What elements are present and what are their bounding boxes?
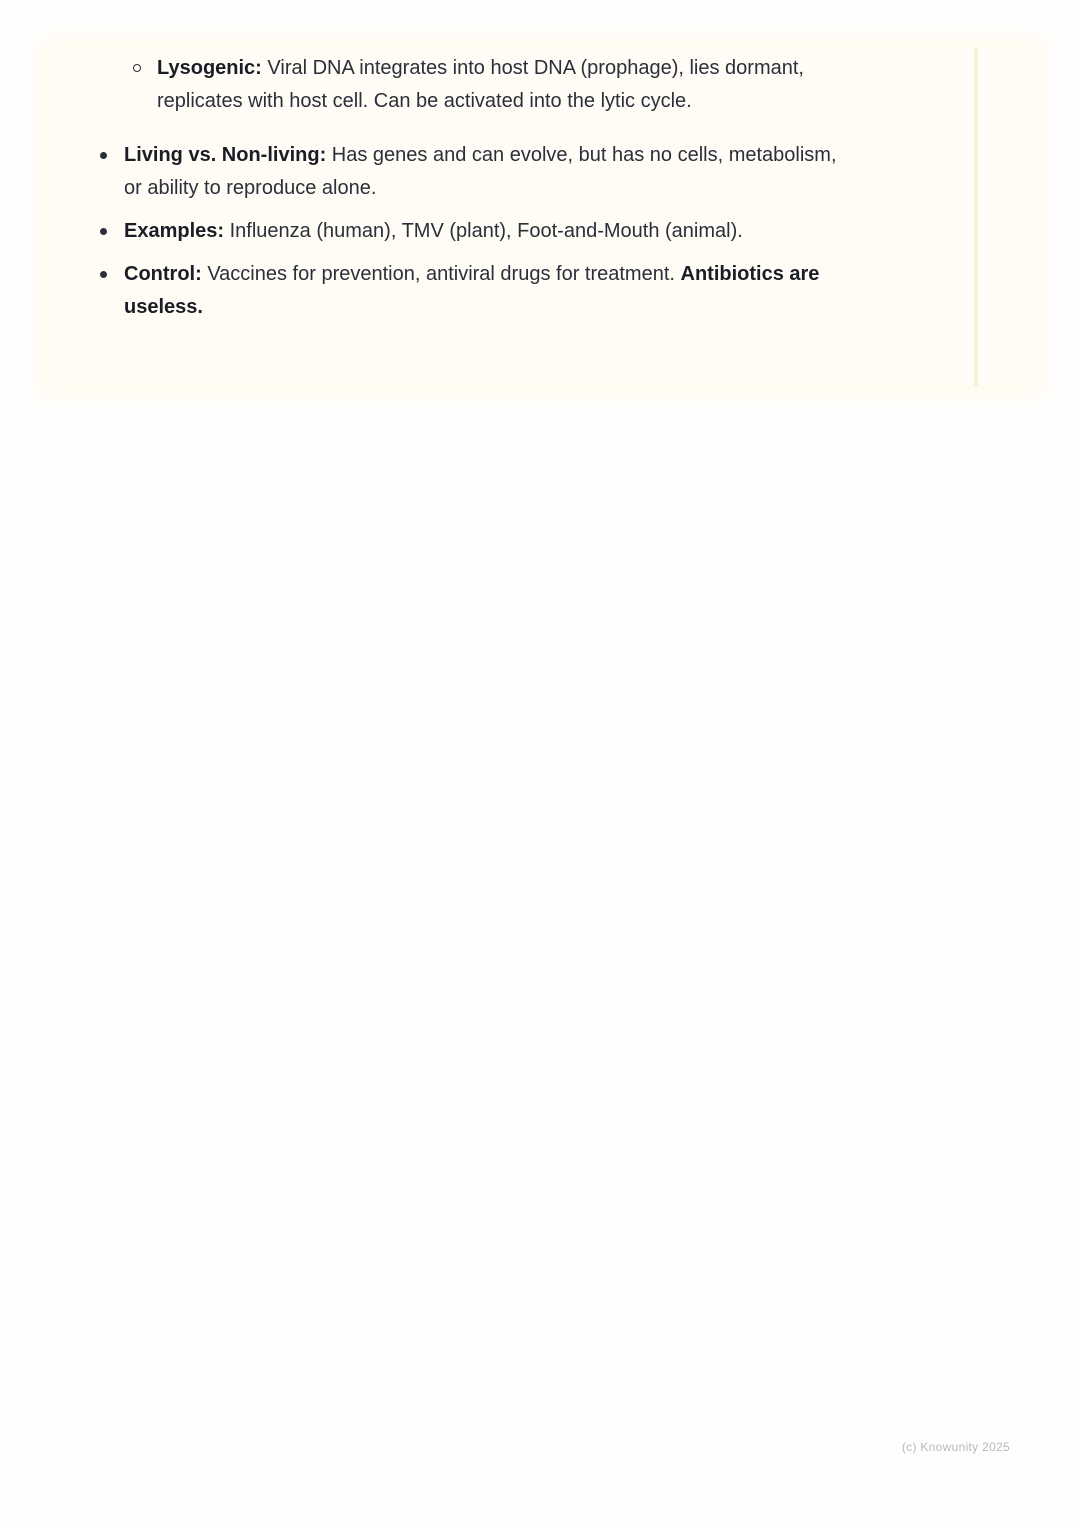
term-control: Control:: [124, 263, 202, 285]
sub-bullet-list: [133, 52, 833, 118]
content-card: [48, 48, 1036, 386]
emphasis-antibiotics: Antibiotics are useless.: [124, 263, 820, 318]
hollow-bullet-icon: [133, 64, 141, 72]
copyright-footer: (c) Knowunity 2025: [901, 1440, 1010, 1454]
term-living: Living vs. Non-living:: [124, 144, 327, 166]
description-lysogenic: Viral DNA integrates into host DNA (prophage), lies dormant, replicates with host cell. Can be activated into the lytic cycle.: [157, 57, 804, 112]
list-item-living: [100, 139, 840, 205]
description-living: Has genes and can evolve, but has no cells, metabolism, or ability to reproduce alone.: [124, 144, 837, 199]
list-item-lysogenic: [133, 52, 833, 118]
bullet-icon: [100, 271, 107, 278]
description-examples: Influenza (human), TMV (plant), Foot-and-Mouth (animal).: [224, 220, 743, 242]
list-item-examples: [100, 215, 840, 248]
list-item-control: [100, 258, 840, 324]
description-control: Vaccines for prevention, antiviral drugs for treatment.: [201, 263, 681, 285]
bullet-icon: [100, 228, 107, 235]
bullet-list: [100, 139, 840, 334]
card-accent-bar: [974, 48, 978, 386]
term-lysogenic: Lysogenic:: [157, 57, 262, 79]
term-examples: Examples:: [124, 220, 225, 242]
bullet-icon: [100, 152, 107, 159]
